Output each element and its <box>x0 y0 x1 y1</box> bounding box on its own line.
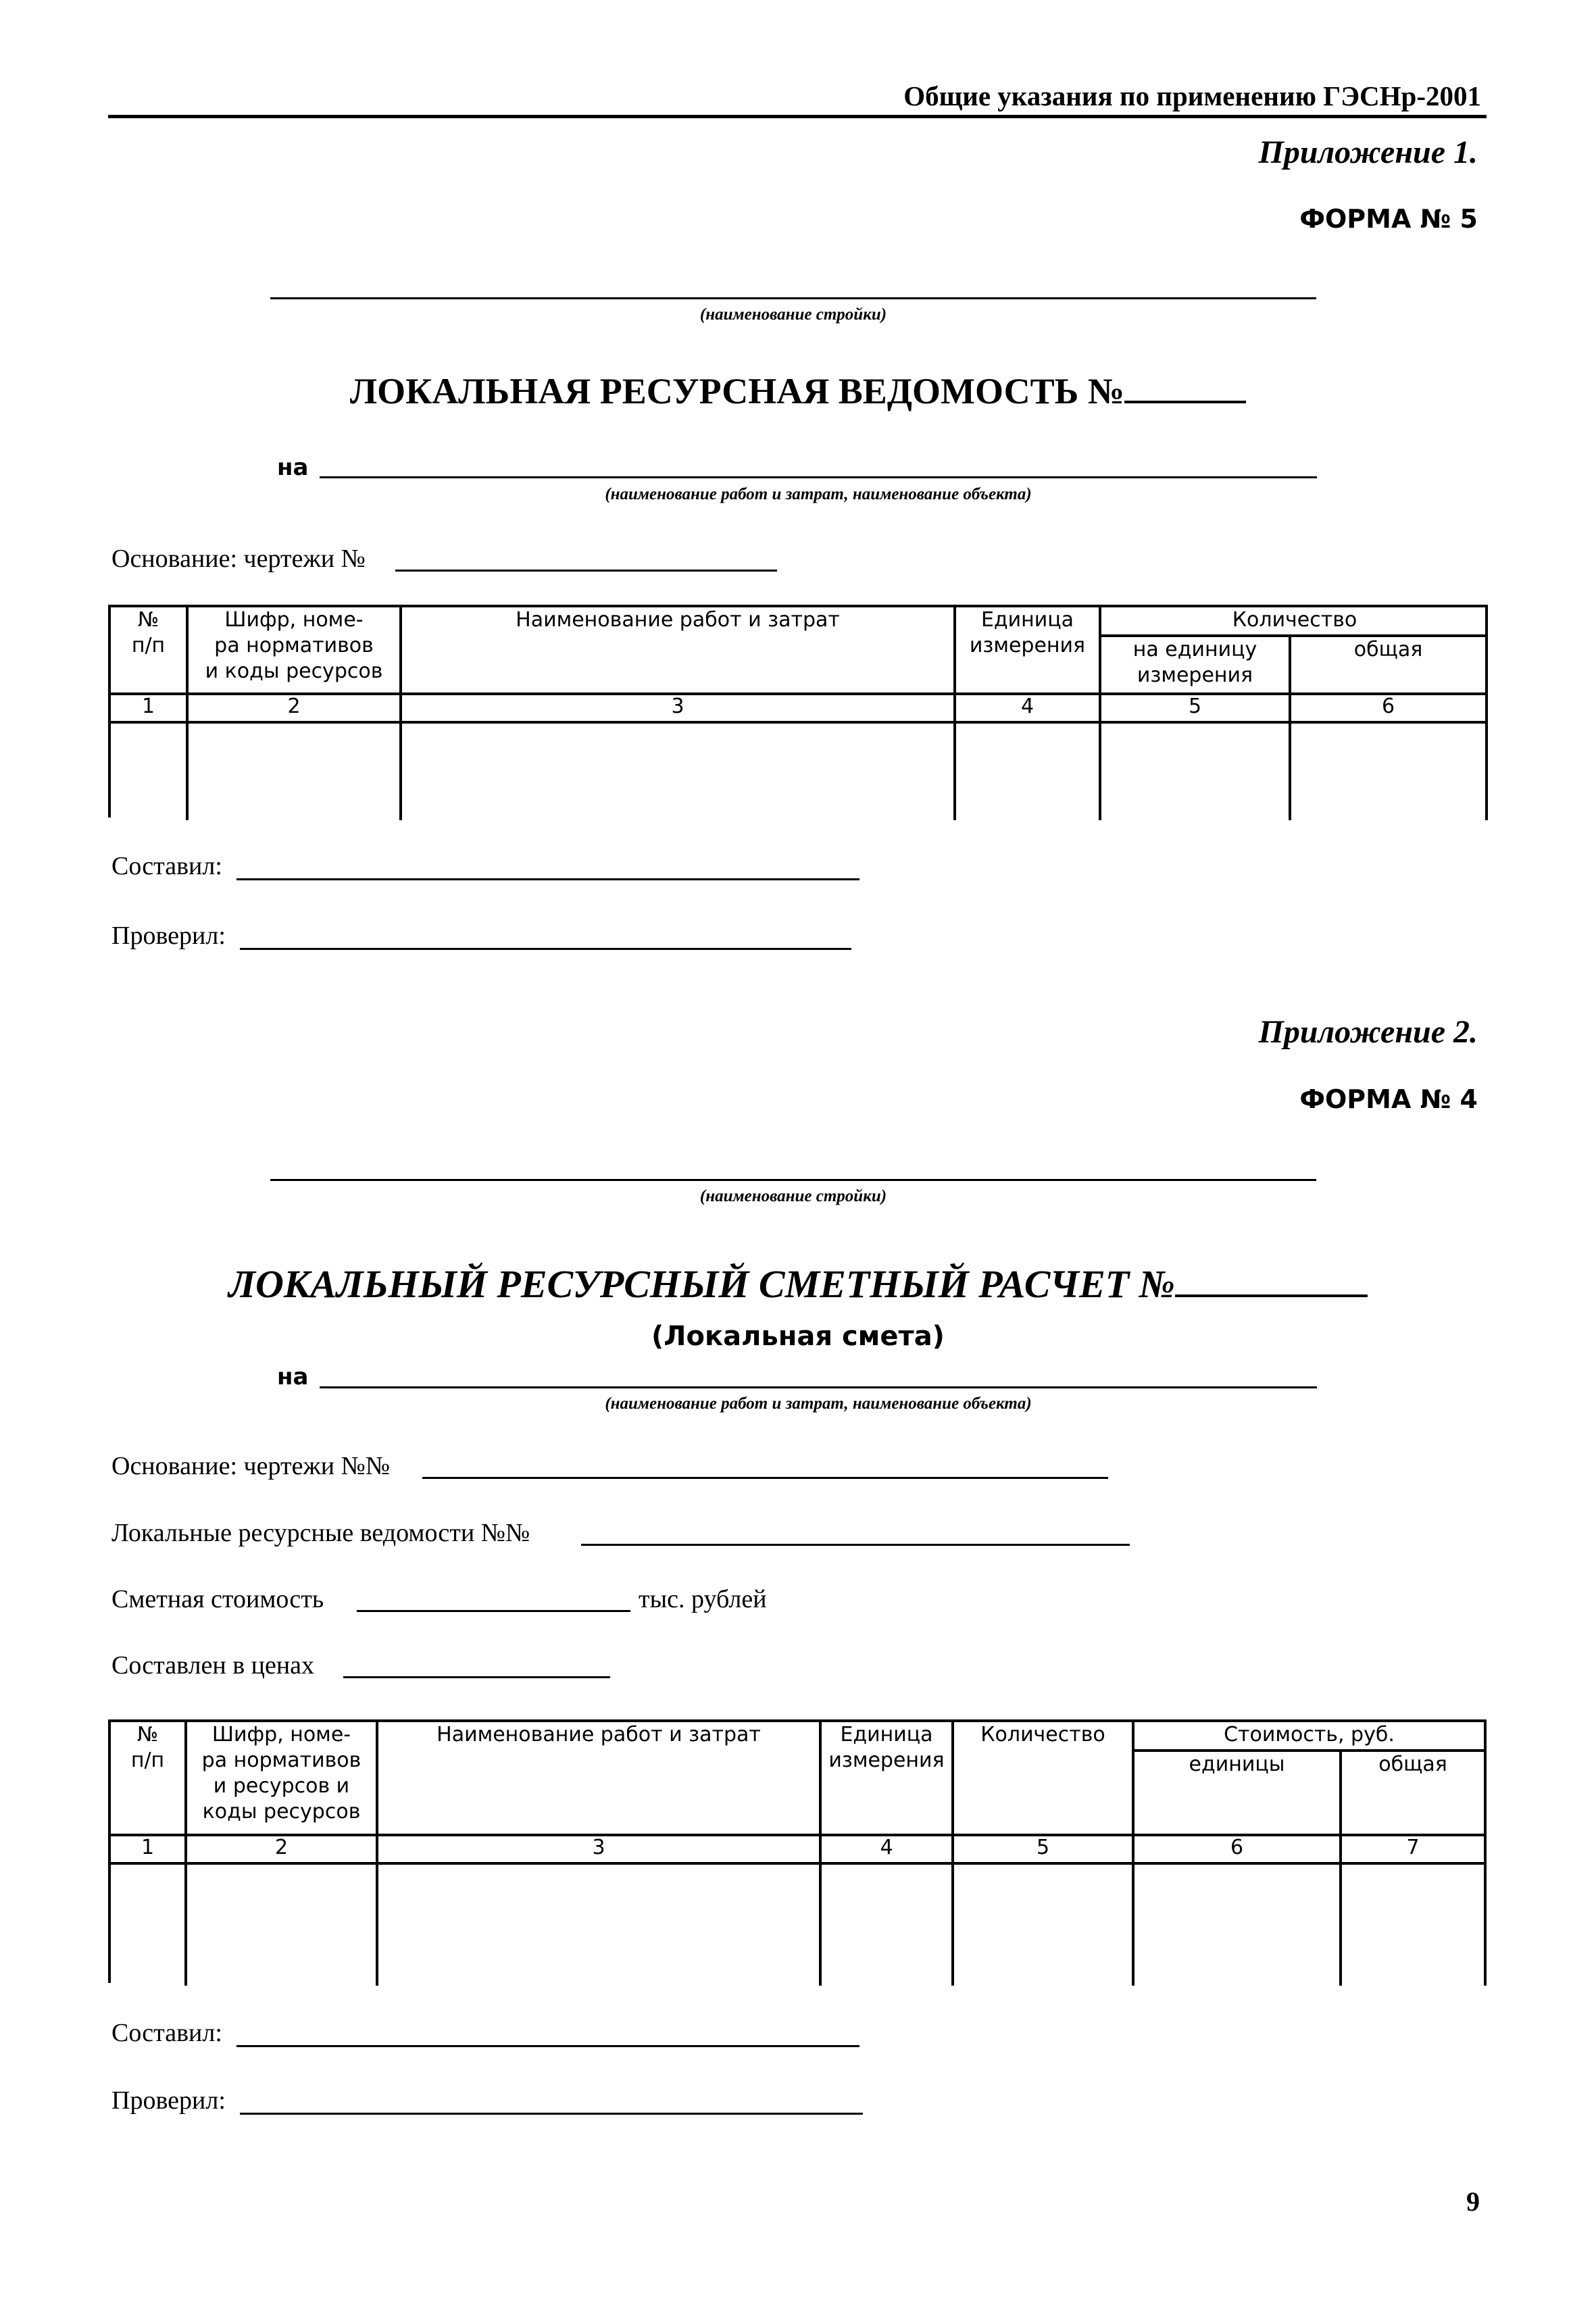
col-number-4: 4 <box>880 1836 893 1859</box>
col-number-5: 5 <box>1188 695 1202 718</box>
col-number-5: 5 <box>1036 1836 1050 1859</box>
col-header-cost: Стоимость, руб. <box>1224 1723 1395 1746</box>
resource-estimate-table <box>108 1719 1487 1983</box>
site-name-line-1[interactable] <box>270 297 1316 299</box>
estimated-cost-unit: тыс. рублей <box>639 1585 767 1613</box>
col-number-2: 2 <box>274 1836 289 1859</box>
col-header-name: Наименование работ и затрат <box>437 1723 761 1746</box>
appendix-2-label: Приложение 2. <box>1258 1014 1478 1050</box>
works-name-line-1[interactable] <box>320 476 1317 478</box>
na-label-2: на <box>277 1363 309 1390</box>
basis-line-2[interactable] <box>422 1477 1108 1479</box>
checked-label-2: Проверил: <box>111 2086 226 2115</box>
col-number-3: 3 <box>671 695 684 718</box>
works-name-caption-2: (наименование работ и затрат, наименование объекта) <box>605 1394 1032 1413</box>
col-number-7: 7 <box>1406 1836 1420 1859</box>
col-number-6: 6 <box>1381 695 1395 718</box>
col-header-name: Наименование работ и затрат <box>516 608 840 632</box>
works-name-caption-1: (наименование работ и затрат, наименование объекта) <box>605 485 1032 503</box>
col-header-quantity: Количество <box>980 1723 1105 1746</box>
col-number-3: 3 <box>592 1836 605 1859</box>
col-header-code: Шифр, номе- ра нормативов и ресурсов и коды ресурсов <box>201 1723 361 1823</box>
na-label-1: на <box>277 454 309 481</box>
statement-title <box>0 370 1596 412</box>
col-number-6: 6 <box>1230 1836 1244 1859</box>
compiled-line-2[interactable] <box>236 2045 859 2047</box>
header-rule <box>108 115 1487 118</box>
site-name-caption-1: (наименование стройки) <box>699 305 887 324</box>
compiled-line-1[interactable] <box>236 878 859 880</box>
col-header-unit: Единица измерения <box>828 1723 945 1772</box>
col-header-unit: Единица измерения <box>969 608 1086 657</box>
col-header-quantity: Количество <box>1232 608 1357 632</box>
col-header-cost-unit: единицы <box>1189 1753 1285 1776</box>
col-header-cost-total: общая <box>1378 1753 1447 1776</box>
col-number-2: 2 <box>287 695 301 718</box>
prices-label: Составлен в ценах <box>111 1651 315 1680</box>
statement-number-line[interactable] <box>1124 374 1246 403</box>
col-number-4: 4 <box>1020 695 1034 718</box>
estimate-subtitle: (Локальная смета) <box>651 1321 945 1352</box>
basis-label-2: Основание: чертежи №№ <box>111 1452 391 1480</box>
estimate-title-text: ЛОКАЛЬНЫЙ РЕСУРСНЫЙ СМЕТНЫЙ РАСЧЕТ № <box>228 1262 1175 1306</box>
running-title: Общие указания по применению ГЭСНр-2001 <box>903 80 1481 111</box>
site-name-caption-2: (наименование стройки) <box>699 1187 887 1205</box>
col-number-1: 1 <box>141 1836 155 1859</box>
estimate-title <box>0 1261 1596 1307</box>
estimate-number-line[interactable] <box>1175 1265 1368 1297</box>
col-header-qty-per-unit: на единицу измерения <box>1132 638 1257 687</box>
form-5-label: ФОРМА № 5 <box>1299 204 1478 234</box>
site-name-line-2[interactable] <box>270 1179 1316 1181</box>
statement-title-text: ЛОКАЛЬНАЯ РЕСУРСНАЯ ВЕДОМОСТЬ № <box>349 371 1125 411</box>
resource-statements-line[interactable] <box>581 1544 1130 1546</box>
appendix-1-label: Приложение 1. <box>1258 134 1478 170</box>
col-number-1: 1 <box>141 695 155 718</box>
form-4-label: ФОРМА № 4 <box>1299 1084 1478 1114</box>
prices-line[interactable] <box>343 1676 610 1678</box>
works-name-line-2[interactable] <box>320 1386 1317 1388</box>
checked-label-1: Проверил: <box>111 922 226 950</box>
checked-line-2[interactable] <box>240 2113 863 2115</box>
resource-statements-label: Локальные ресурсные ведомости №№ <box>111 1519 530 1547</box>
basis-line-1[interactable] <box>395 570 777 572</box>
page-number: 9 <box>1466 2186 1480 2217</box>
resource-statement-table <box>108 605 1488 818</box>
checked-line-1[interactable] <box>240 948 851 950</box>
col-header-no: № п/п <box>131 608 166 657</box>
estimated-cost-line[interactable] <box>357 1610 630 1612</box>
col-header-no: № п/п <box>130 1723 165 1772</box>
compiled-label-2: Составил: <box>111 2019 222 2047</box>
col-header-qty-total: общая <box>1353 638 1423 661</box>
basis-label-1: Основание: чертежи № <box>111 545 366 573</box>
col-header-code: Шифр, номе- ра нормативов и коды ресурсов <box>205 608 383 683</box>
estimated-cost-label: Сметная стоимость <box>111 1585 324 1613</box>
compiled-label-1: Составил: <box>111 852 222 880</box>
